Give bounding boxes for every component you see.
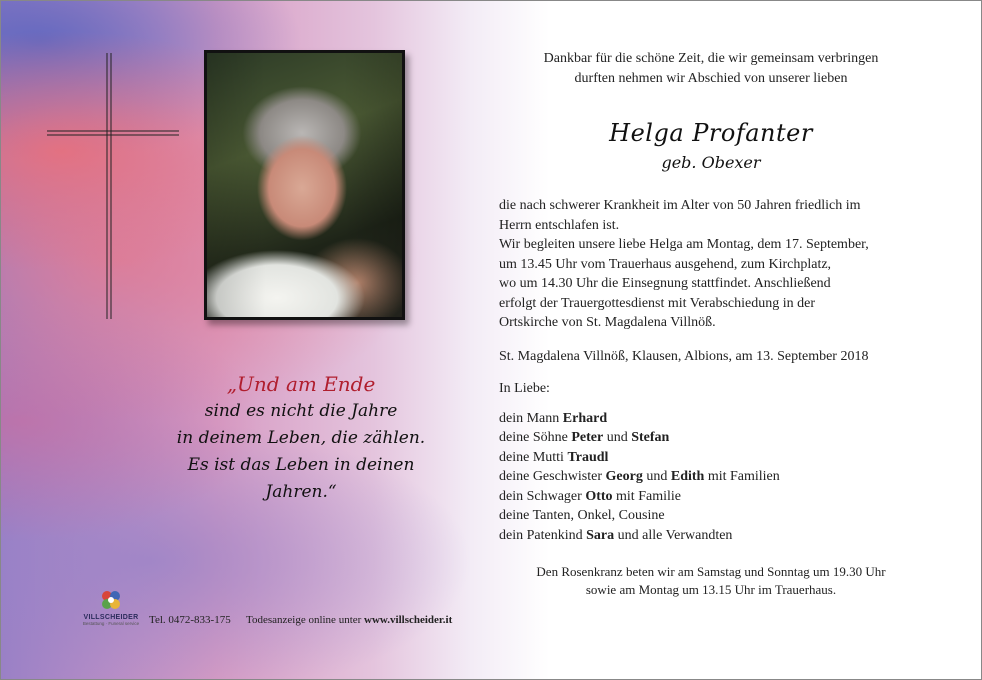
body-line: wo um 14.30 Uhr die Einsegnung stattfindet. Anschließend (499, 276, 831, 291)
place-date: St. Magdalena Villnöß, Klausen, Albions, am 13. September 2018 (499, 348, 869, 364)
quote-line-2: sind es nicht die Jahre (204, 401, 398, 421)
family-row: deine Söhne Peter und Stefan (499, 430, 670, 445)
body-line: um 13.45 Uhr vom Trauerhaus ausgehend, zum Kirchplatz, (499, 256, 832, 272)
deceased-name: Helga Profanter (609, 119, 813, 147)
body-text (491, 196, 931, 333)
body-line: Ortskirche von St. Magdalena Villnöß. (499, 315, 716, 330)
logo-subtitle: Bestattung · Funeral service (82, 621, 140, 626)
announcement-text (491, 49, 931, 599)
maiden-name: geb. Obexer (661, 153, 761, 172)
family-row: dein Mann Erhard (499, 410, 608, 426)
body-line: Herrn entschlafen ist. (499, 217, 620, 233)
rosary-line-1: Den Rosenkranz beten wir am Samstag und Sonntag um 19.30 Uhr (536, 564, 886, 579)
online-prefix: Todesanzeige online unter (246, 614, 365, 626)
intro-text (491, 49, 931, 89)
quote-line-3: in deinem Leben, die zählen. (176, 428, 426, 448)
cross-icon (47, 53, 179, 319)
family-list (491, 409, 931, 546)
quote-block (151, 371, 451, 506)
footer (81, 587, 541, 633)
rosary-note (491, 563, 931, 599)
family-row: dein Schwager Otto mit Familie (499, 488, 681, 504)
intro-line-2: durften nehmen wir Abschied von unserer lieben (574, 71, 848, 86)
online-notice (246, 614, 452, 626)
body-line: die nach schwerer Krankheit im Alter von 50 Jahren friedlich im (499, 198, 861, 213)
portrait-photo (204, 50, 405, 320)
phone-number: Tel. 0472-833-175 (149, 614, 231, 626)
family-row: dein Patenkind Sara und alle Verwandten (499, 527, 733, 543)
intro-line-1: Dankbar für die schöne Zeit, die wir gemeinsam verbringen (543, 51, 879, 66)
body-line: Wir begleiten unsere liebe Helga am Montag, dem 17. September, (499, 237, 869, 252)
family-row: deine Mutti Traudl (499, 449, 609, 465)
quote-line-4: Es ist das Leben in deinen Jahren.“ (187, 455, 415, 502)
logo-text: VILLSCHEIDER (83, 614, 139, 621)
villscheider-logo (81, 587, 141, 626)
family-row: deine Tanten, Onkel, Cousine (499, 508, 665, 523)
website-link[interactable]: www.villscheider.it (364, 614, 453, 626)
flower-logo-icon (96, 587, 126, 613)
family-row: deine Geschwister Georg und Edith mit Familien (499, 469, 780, 484)
in-love-label: In Liebe: (499, 380, 550, 396)
body-line: erfolgt der Trauergottesdienst mit Verabschiedung in der (499, 295, 815, 311)
portrait-shade (207, 53, 402, 317)
quote-line-1: „Und am Ende (226, 372, 376, 396)
rosary-line-2: sowie am Montag um 13.15 Uhr im Trauerhaus. (585, 582, 837, 597)
